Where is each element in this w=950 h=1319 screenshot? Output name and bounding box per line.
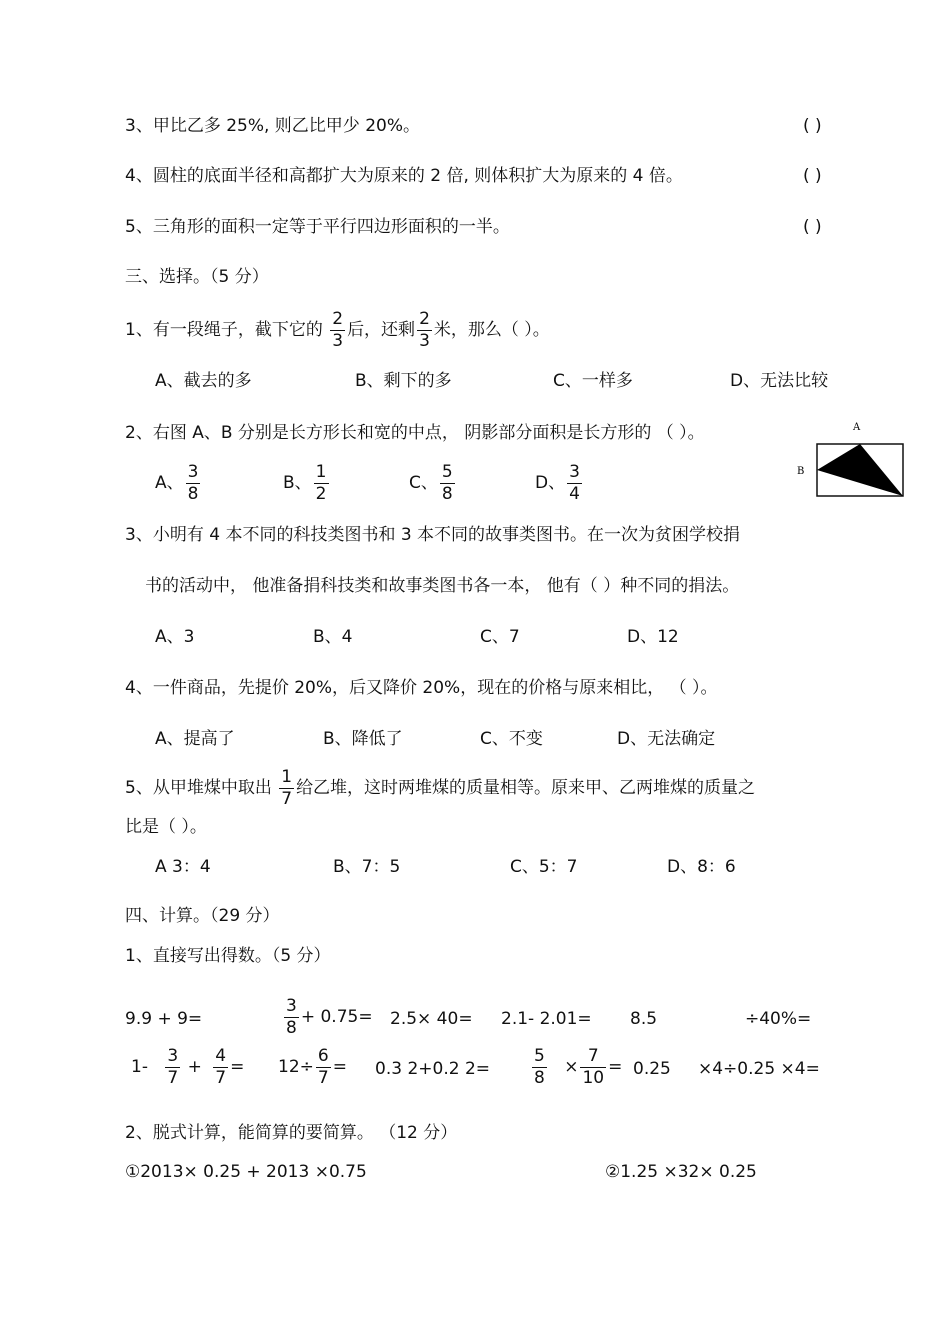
fraction xyxy=(330,308,345,351)
fraction-numerator: 3 xyxy=(167,1045,179,1066)
choice-q3-option-d[interactable]: D、12 xyxy=(627,627,679,647)
calc-r2-b-pre: 12÷ xyxy=(278,1057,314,1077)
choice-q3-option-a[interactable]: A、3 xyxy=(155,627,195,647)
fraction-denominator: 8 xyxy=(286,1017,297,1038)
fraction-denominator: 7 xyxy=(281,788,293,809)
calc-part2-title: 2、脱式计算，能简算的要简算。 （12 分） xyxy=(125,1123,458,1143)
choice-q4-option-a[interactable]: A、提高了 xyxy=(155,729,235,749)
fraction-numerator: 1 xyxy=(315,461,327,482)
choice-q5-option-b[interactable]: B、7：5 xyxy=(333,857,401,877)
calc-r2-b-eq: = xyxy=(332,1057,347,1077)
fraction-numerator: 3 xyxy=(187,461,199,482)
fraction xyxy=(532,1045,547,1088)
judge-q3: 3、甲比乙多 25%, 则乙比甲少 20%。 xyxy=(125,116,421,136)
fraction-denominator: 7 xyxy=(317,1067,329,1088)
fraction-numerator: 5 xyxy=(441,461,453,482)
calc-r2-a xyxy=(131,1044,244,1090)
calc-r2-a-pre: 1- xyxy=(131,1057,148,1077)
choice-q2-option-b[interactable] xyxy=(283,463,331,503)
fraction-numerator: 2 xyxy=(419,308,430,329)
choice-q1-option-c[interactable]: C、一样多 xyxy=(553,371,633,391)
fraction-numerator: 1 xyxy=(281,766,293,787)
choice-q3-line1: 3、小明有 4 本不同的科技类图书和 3 本不同的故事类图书。在一次为贫困学校捐 xyxy=(125,525,741,545)
calc-r2-d-times: × xyxy=(564,1057,579,1077)
choice-q5-pre: 5、从甲堆煤中取出 xyxy=(125,778,278,798)
fraction xyxy=(165,1045,180,1088)
calc-r2-d xyxy=(530,1044,622,1090)
calc-r1-b xyxy=(282,994,373,1040)
fraction xyxy=(314,461,329,504)
choice-q2: 2、右图 A、B 分别是长方形长和宽的中点， 阴影部分面积是长方形的 （ ）。 xyxy=(125,423,705,443)
fraction xyxy=(567,461,582,504)
fraction-denominator: 3 xyxy=(332,330,344,351)
fraction-numerator: 2 xyxy=(332,308,344,329)
choice-q5-option-a[interactable]: A 3：4 xyxy=(155,857,211,877)
fraction-numerator: 4 xyxy=(215,1045,227,1066)
choice-q4-option-d[interactable]: D、无法确定 xyxy=(617,729,716,749)
choice-q5-option-d[interactable]: D、8：6 xyxy=(667,857,736,877)
calc-part2-b: ②1.25 ×32× 0.25 xyxy=(605,1162,757,1182)
choice-q4: 4、一件商品，先提价 20%，后又降价 20%，现在的价格与原来相比， （ ）。 xyxy=(125,678,718,698)
rectangle-triangle-diagram xyxy=(795,420,907,502)
fraction-numerator: 5 xyxy=(534,1045,545,1066)
calc-r2-c: 0.3 2+0.2 2= xyxy=(375,1059,490,1079)
calc-r2-e2: ×4÷0.25 ×4= xyxy=(698,1059,820,1079)
choice-q1-option-d[interactable]: D、无法比较 xyxy=(730,371,829,391)
judge-q4: 4、圆柱的底面半径和高都扩大为原来的 2 倍, 则体积扩大为原来的 4 倍。 xyxy=(125,166,683,186)
fraction-denominator: 10 xyxy=(582,1067,605,1088)
answer-paren-q5[interactable]: ( ) xyxy=(803,217,822,237)
fraction-numerator: 3 xyxy=(286,995,297,1016)
section4-title: 四、计算。（29 分） xyxy=(125,906,280,926)
calc-r1-c: 2.5× 40= xyxy=(390,1009,473,1029)
fraction xyxy=(440,461,455,504)
choice-q5-post: 给乙堆，这时两堆煤的质量相等。原来甲、乙两堆煤的质量之 xyxy=(296,778,756,798)
calc-r2-e1: 0.25 xyxy=(633,1059,671,1079)
choice-q3-line2: 书的活动中， 他准备捐科技类和故事类图书各一本， 他有（ ）种不同的捐法。 xyxy=(145,576,740,596)
option-label: A、 xyxy=(155,473,184,493)
calc-r2-a-eq: = xyxy=(230,1057,245,1077)
section3-title: 三、选择。（5 分） xyxy=(125,267,269,287)
calc-r2-a-plus: + xyxy=(187,1057,202,1077)
fraction xyxy=(316,1045,331,1088)
rectangle-figure xyxy=(795,420,907,507)
fraction-denominator: 4 xyxy=(569,483,580,504)
choice-q2-option-a[interactable] xyxy=(155,463,202,503)
calc-part2-a: ①2013× 0.25 + 2013 ×0.75 xyxy=(125,1162,367,1182)
calc-r1-d: 2.1- 2.01= xyxy=(501,1009,592,1029)
fraction xyxy=(417,308,432,351)
choice-q1-option-b[interactable]: B、剩下的多 xyxy=(355,371,452,391)
choice-q1 xyxy=(125,310,550,350)
fraction-denominator: 7 xyxy=(167,1067,179,1088)
choice-q5-line2: 比是（ ）。 xyxy=(125,817,207,837)
fraction-denominator: 2 xyxy=(315,483,327,504)
choice-q1-pre: 1、有一段绳子，截下它的 xyxy=(125,320,329,340)
choice-q2-option-d[interactable] xyxy=(535,463,584,503)
choice-q4-option-c[interactable]: C、不变 xyxy=(480,729,543,749)
choice-q4-option-b[interactable]: B、降低了 xyxy=(323,729,403,749)
judge-q5: 5、三角形的面积一定等于平行四边形面积的一半。 xyxy=(125,217,510,237)
choice-q2-option-c[interactable] xyxy=(409,463,457,503)
fraction-numerator: 3 xyxy=(569,461,580,482)
choice-q5 xyxy=(125,768,755,808)
calc-r1-b-post: + 0.75= xyxy=(300,1007,373,1027)
label-a: A xyxy=(853,422,861,433)
answer-paren-q3[interactable]: ( ) xyxy=(803,116,822,136)
option-label: B、 xyxy=(283,473,312,493)
calc-r2-d-eq: = xyxy=(608,1057,623,1077)
fraction xyxy=(279,766,294,809)
fraction xyxy=(580,1045,606,1088)
fraction xyxy=(186,461,201,504)
choice-q1-mid: 后，还剩 xyxy=(347,320,416,340)
calc-r2-b xyxy=(278,1044,347,1090)
fraction-denominator: 3 xyxy=(419,330,430,351)
fraction-denominator: 8 xyxy=(534,1067,545,1088)
option-label: C、 xyxy=(409,473,438,493)
fraction-denominator: 7 xyxy=(215,1067,227,1088)
fraction-numerator: 7 xyxy=(580,1048,606,1068)
calc-r1-a: 9.9 + 9= xyxy=(125,1009,203,1029)
fraction-denominator: 8 xyxy=(441,483,453,504)
choice-q1-post: 米，那么（ ）。 xyxy=(433,320,550,340)
calc-part1-title: 1、直接写出得数。（5 分） xyxy=(125,946,331,966)
fraction-numerator: 6 xyxy=(317,1045,329,1066)
calc-r1-e1: 8.5 xyxy=(630,1009,658,1029)
fraction xyxy=(284,995,299,1038)
option-label: D、 xyxy=(535,473,566,493)
label-b: B xyxy=(797,466,805,477)
choice-q3-option-b[interactable]: B、4 xyxy=(313,627,353,647)
fraction-denominator: 8 xyxy=(187,483,199,504)
answer-paren-q4[interactable]: ( ) xyxy=(803,166,822,186)
shaded-triangle xyxy=(817,444,903,496)
choice-q1-option-a[interactable]: A、截去的多 xyxy=(155,371,252,391)
calc-r1-e2: ÷40%= xyxy=(745,1009,812,1029)
fraction xyxy=(213,1045,228,1088)
choice-q5-option-c[interactable]: C、5：7 xyxy=(510,857,578,877)
choice-q3-option-c[interactable]: C、7 xyxy=(480,627,520,647)
